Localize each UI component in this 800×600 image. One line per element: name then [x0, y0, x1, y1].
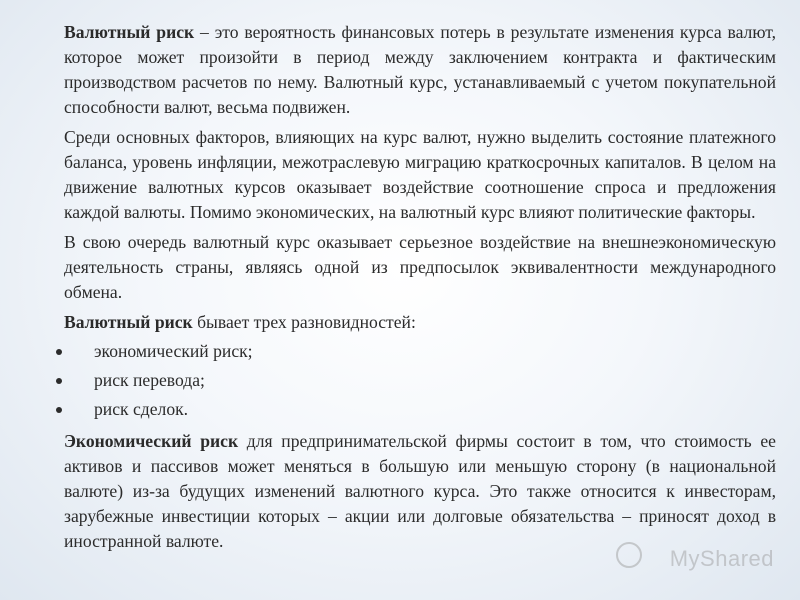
paragraph-definition-text: – это вероятность финансовых потерь в результате изменения курса валют, которое может произойти в период между заключением контракта и фактическим производством расчетов по нему. Валютный курс, устанавливаемый с учетом покупательной способности валют, весьма подвижен. — [64, 22, 776, 117]
list-item: риск сделок. — [64, 395, 776, 424]
bullet-icon — [56, 407, 62, 413]
paragraph-factors-text: Среди основных факторов, влияющих на курс валют, нужно выделить состояние платежного баланса, уровень инфляции, межотраслевую миграцию краткосрочных капиталов. В целом на движение валютных курсов оказывает воздействие соотношение спроса и предложения каждой валюты. Помимо экономических, на валютный курс влияют политические факторы. — [64, 127, 776, 222]
watermark-logo-icon — [616, 542, 642, 568]
term-economic-risk: Экономический риск — [64, 431, 239, 451]
term-currency-risk: Валютный риск — [64, 22, 195, 42]
risk-types-list — [64, 337, 776, 424]
paragraph-economic-risk — [64, 429, 776, 554]
paragraph-economic-risk-text: для предпринимательской фирмы состоит в том, что стоимость ее активов и пассивов может меняться в большую или меньшую сторону (в национальной валюте) из-за будущих изменений валютного курса. Это также относится к инвесторам, зарубежные инвестиции которых – акции или долговые обязательства – приносят доход в иностранной валюте. — [64, 431, 776, 551]
list-item: риск перевода; — [64, 366, 776, 395]
bullet-icon — [56, 378, 62, 384]
list-item: экономический риск; — [64, 337, 776, 366]
paragraph-influence-text: В свою очередь валютный курс оказывает серьезное воздействие на внешнеэкономическую деятельность страны, являясь одной из предпосылок эквивалентности международного обмена. — [64, 232, 776, 302]
term-currency-risk-2: Валютный риск — [64, 312, 193, 332]
paragraph-types-intro-text: бывает трех разновидностей: — [192, 312, 416, 332]
paragraph-types-intro — [64, 310, 776, 335]
paragraph-influence — [64, 230, 776, 305]
paragraph-factors — [64, 125, 776, 225]
watermark: MyShared — [669, 546, 774, 571]
paragraph-definition — [64, 20, 776, 120]
slide-content — [64, 20, 776, 592]
bullet-icon — [56, 349, 62, 355]
